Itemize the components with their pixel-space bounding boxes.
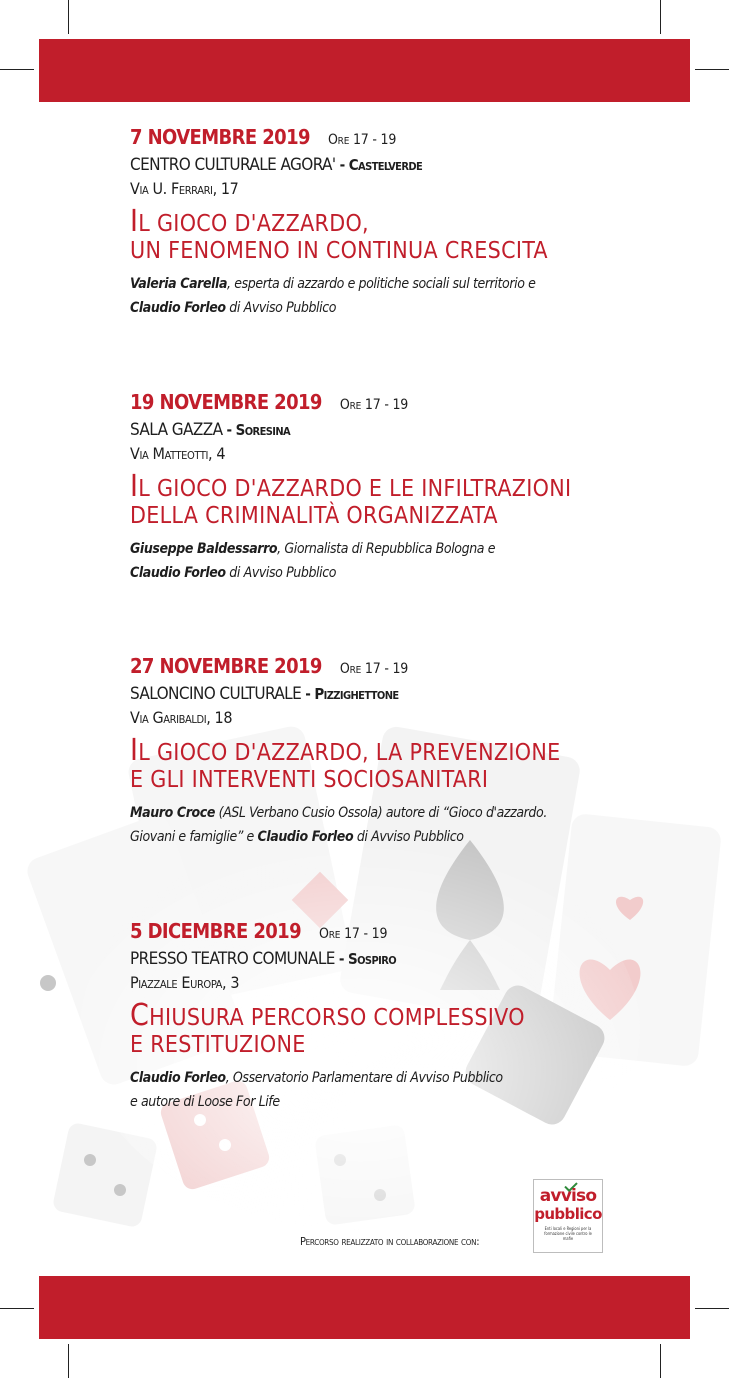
crop-mark [660, 0, 661, 34]
event-town: - Pizzighettone [301, 685, 399, 703]
event-town: - Sospiro [334, 950, 397, 968]
event-hours: Ore 17 - 19 [327, 132, 397, 148]
event-4 [130, 916, 690, 1114]
avviso-pubblico-logo: avviso pubblico Enti locali e Regioni per la formazione civile contro le mafie [533, 1179, 603, 1253]
event-address: Via Garibaldi, 18 [130, 708, 233, 727]
event-speakers: Giuseppe Baldessarro, Giornalista di Repubblica Bologna e Claudio Forleo di Avviso Pubblico [130, 541, 496, 581]
event-3 [130, 651, 690, 849]
event-address: Piazzale Europa, 3 [130, 973, 240, 992]
event-title: IL GIOCO D'AZZARDO E LE INFILTRAZIONI DELLA CRIMINALITÀ ORGANIZZATA [130, 469, 572, 529]
event-2 [130, 387, 690, 585]
event-date: 27 NOVEMBRE 2019 [130, 654, 322, 678]
event-date: 19 NOVEMBRE 2019 [130, 390, 322, 414]
event-address: Via U. Ferrari, 17 [130, 179, 239, 198]
crop-mark [0, 1308, 34, 1309]
event-title: IL GIOCO D'AZZARDO, UN FENOMENO IN CONTINUA CRESCITA [130, 204, 548, 264]
crop-mark [68, 0, 69, 34]
event-speakers: Valeria Carella, esperta di azzardo e politiche sociali sul territorio e Claudio Forleo di Avviso Pubblico [130, 276, 536, 316]
crop-mark [695, 69, 729, 70]
event-speakers: Mauro Croce (ASL Verbano Cusio Ossola) autore di “Gioco d'azzardo. Giovani e famiglie” e Claudio Forleo di Avviso Pubblico [130, 805, 547, 845]
event-title: IL GIOCO D'AZZARDO, LA PREVENZIONE E GLI INTERVENTI SOCIOSANITARI [130, 733, 561, 793]
event-hours: Ore 17 - 19 [339, 397, 409, 413]
event-speakers: Claudio Forleo, Osservatorio Parlamentare di Avviso Pubblico e autore di Loose For Life [130, 1070, 503, 1110]
event-venue: SALA GAZZA [130, 420, 223, 440]
collaboration-credit: Percorso realizzato in collaborazione con: [300, 1235, 480, 1248]
event-date: 5 DICEMBRE 2019 [130, 919, 302, 943]
event-venue: CENTRO CULTURALE AGORA' [130, 155, 336, 175]
crop-mark [695, 1308, 729, 1309]
event-1 [130, 122, 690, 320]
event-venue: SALONCINO CULTURALE [130, 684, 302, 704]
event-address: Via Matteotti, 4 [130, 444, 226, 463]
crop-mark [660, 1344, 661, 1378]
event-town: - Soresina [222, 421, 291, 439]
event-title: CHIUSURA PERCORSO COMPLESSIVO E RESTITUZIONE [130, 998, 525, 1058]
crop-mark [0, 69, 34, 70]
event-town: - Castelverde [335, 156, 423, 174]
crop-mark [68, 1344, 69, 1378]
event-date: 7 NOVEMBRE 2019 [130, 125, 310, 149]
bottom-red-band [39, 1276, 690, 1339]
event-hours: Ore 17 - 19 [319, 926, 388, 942]
event-venue: PRESSO TEATRO COMUNALE [130, 949, 335, 969]
event-hours: Ore 17 - 19 [339, 661, 409, 677]
top-red-band [39, 39, 690, 102]
